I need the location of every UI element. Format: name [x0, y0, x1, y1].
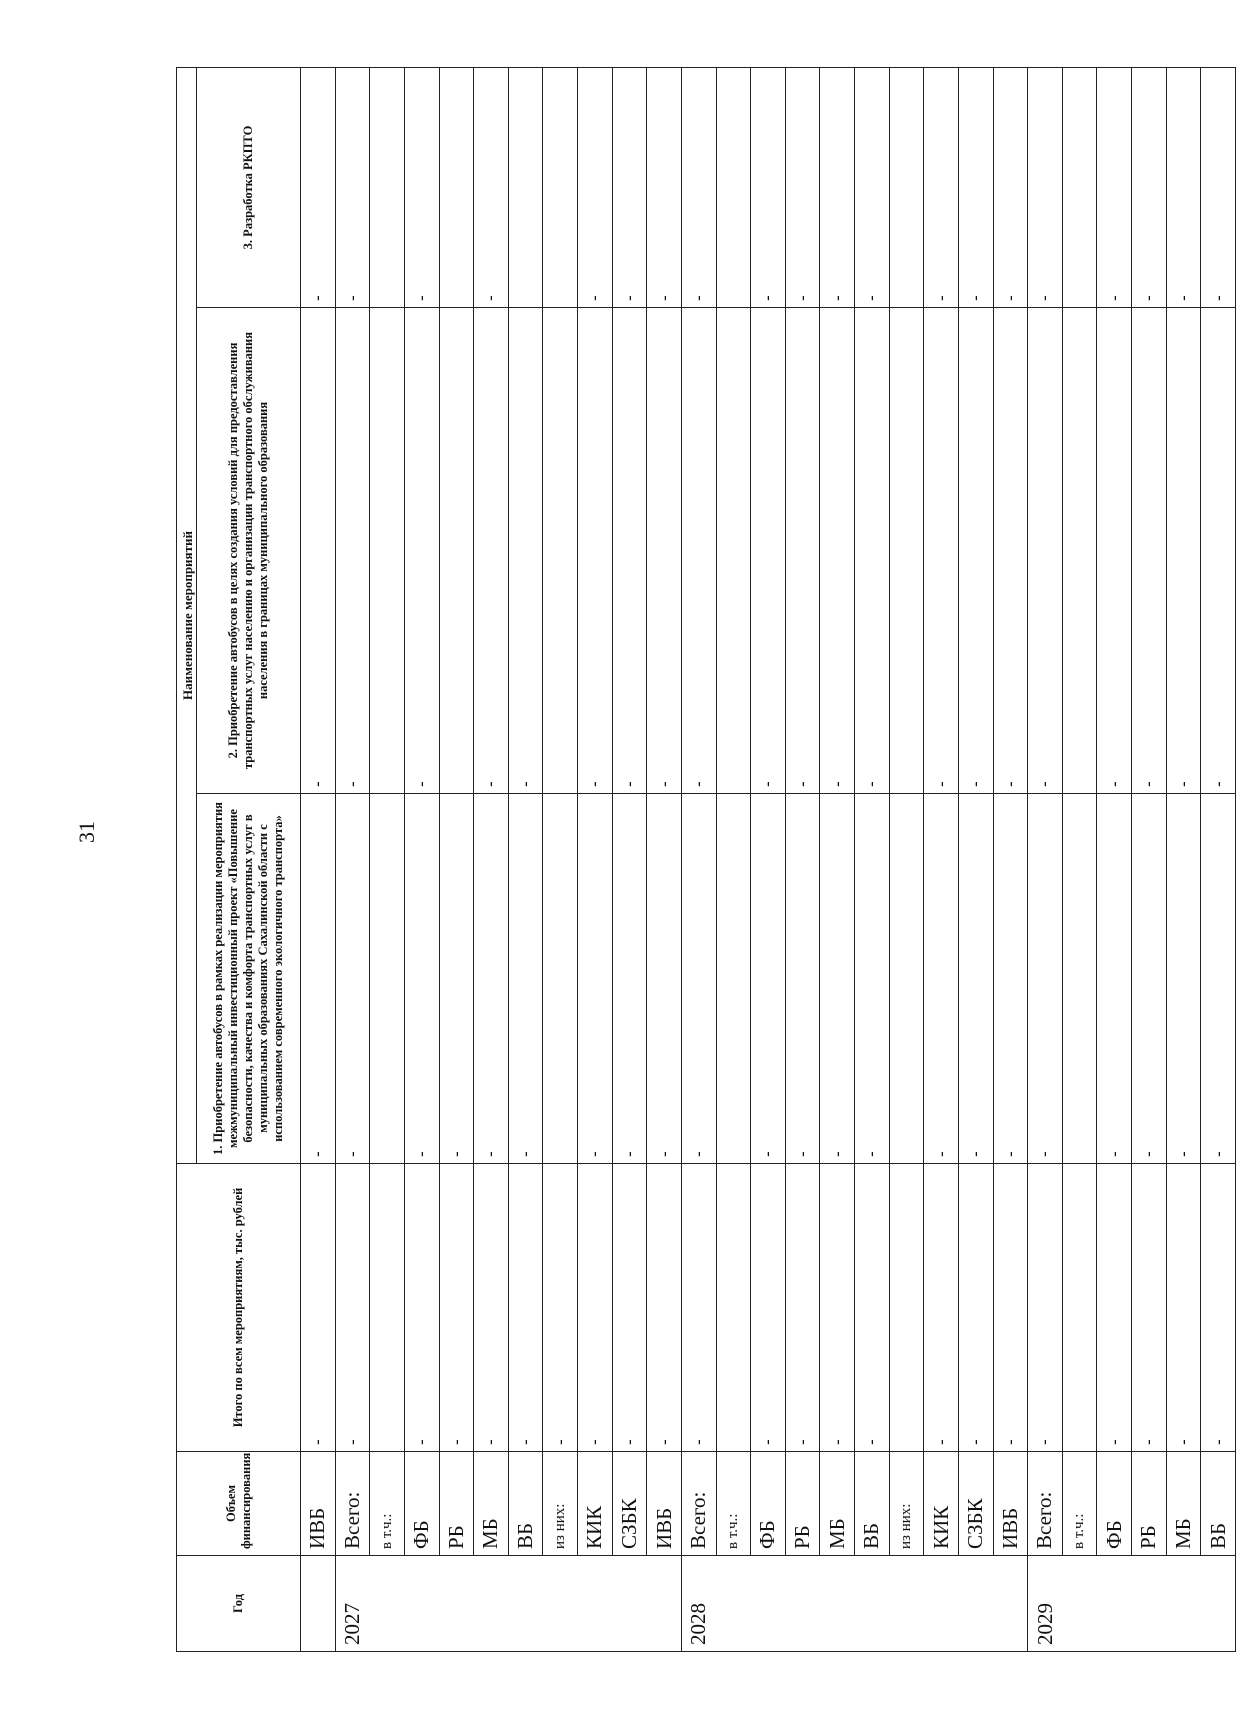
- header-event-1: 1. Приобретение автобусов в рамках реализации мероприятия межмуниципальный инвестиционный проект «Повышение безопасности, качества и комфорта транспортных услуг в муниципальных образованиях Сахалинской области с использованием современного экологичного транспорта»: [197, 794, 301, 1164]
- event-2-value-cell: -: [681, 308, 716, 794]
- event-1-value-cell: [543, 794, 578, 1164]
- funding-source-cell: РБ: [785, 1452, 820, 1556]
- event-2-value-cell: -: [1028, 308, 1063, 794]
- total-value-cell: [1062, 1164, 1097, 1452]
- total-value-cell: -: [785, 1164, 820, 1452]
- funding-source-cell: ВБ: [508, 1452, 543, 1556]
- table-row: [785, 67, 820, 1651]
- funding-source-cell: из них:: [889, 1452, 924, 1556]
- total-value-cell: -: [1028, 1164, 1063, 1452]
- funding-source-cell: ФБ: [404, 1452, 439, 1556]
- event-2-value-cell: -: [751, 308, 786, 794]
- funding-source-cell: КИК: [578, 1452, 613, 1556]
- funding-source-cell: Всего:: [1028, 1452, 1063, 1556]
- event-3-value-cell: -: [1097, 67, 1132, 307]
- funding-source-cell: ФБ: [751, 1452, 786, 1556]
- table-row: [301, 67, 336, 1651]
- event-3-value-cell: -: [751, 67, 786, 307]
- year-cell: [993, 1556, 1028, 1652]
- event-1-value-cell: [370, 794, 405, 1164]
- event-1-value-cell: -: [439, 794, 474, 1164]
- table-row: [820, 67, 855, 1651]
- header-event-3: 3. Разработка РКПТО: [197, 67, 301, 307]
- total-value-cell: -: [1097, 1164, 1132, 1452]
- table-row: [1028, 67, 1063, 1651]
- table-row: [370, 67, 405, 1651]
- header-event-2: 2. Приобретение автобусов в целях создания условий для предоставления транспортных услуг населению и организации транспортного обслуживания населения в границах муниципального образования: [197, 308, 301, 794]
- funding-source-cell: в т.ч.:: [716, 1452, 751, 1556]
- event-1-value-cell: -: [647, 794, 682, 1164]
- year-cell: [889, 1556, 924, 1652]
- table-row: [647, 67, 682, 1651]
- table-row: [474, 67, 509, 1651]
- event-3-value-cell: [716, 67, 751, 307]
- year-cell: [1097, 1556, 1132, 1652]
- total-value-cell: -: [924, 1164, 959, 1452]
- event-1-value-cell: -: [578, 794, 613, 1164]
- event-3-value-cell: [508, 67, 543, 307]
- funding-source-cell: ФБ: [1097, 1452, 1132, 1556]
- event-3-value-cell: -: [474, 67, 509, 307]
- year-cell: [855, 1556, 890, 1652]
- total-value-cell: -: [301, 1164, 336, 1452]
- funding-source-cell: Всего:: [335, 1452, 370, 1556]
- funding-source-cell: РБ: [1132, 1452, 1167, 1556]
- funding-source-cell: ИВБ: [647, 1452, 682, 1556]
- event-1-value-cell: -: [474, 794, 509, 1164]
- event-1-value-cell: -: [335, 794, 370, 1164]
- event-3-value-cell: -: [578, 67, 613, 307]
- table-row: [993, 67, 1028, 1651]
- year-cell: [1166, 1556, 1201, 1652]
- year-cell: [958, 1556, 993, 1652]
- event-3-value-cell: -: [993, 67, 1028, 307]
- funding-source-cell: РБ: [439, 1452, 474, 1556]
- event-3-value-cell: -: [647, 67, 682, 307]
- event-3-value-cell: -: [1166, 67, 1201, 307]
- funding-source-cell: ИВБ: [301, 1452, 336, 1556]
- event-2-value-cell: [1062, 308, 1097, 794]
- event-1-value-cell: -: [924, 794, 959, 1164]
- table-row: [543, 67, 578, 1651]
- year-cell: [404, 1556, 439, 1652]
- year-cell: [370, 1556, 405, 1652]
- event-2-value-cell: -: [335, 308, 370, 794]
- year-cell: [301, 1556, 336, 1652]
- funding-source-cell: в т.ч.:: [1062, 1452, 1097, 1556]
- year-cell: 2027: [335, 1556, 370, 1652]
- event-1-value-cell: -: [751, 794, 786, 1164]
- table-row: [508, 67, 543, 1651]
- event-1-value-cell: -: [612, 794, 647, 1164]
- event-3-value-cell: -: [404, 67, 439, 307]
- event-2-value-cell: -: [301, 308, 336, 794]
- year-cell: [924, 1556, 959, 1652]
- event-2-value-cell: -: [1097, 308, 1132, 794]
- event-2-value-cell: -: [508, 308, 543, 794]
- header-events-group: Наименование мероприятий: [177, 67, 197, 1163]
- funding-source-cell: из них:: [543, 1452, 578, 1556]
- event-2-value-cell: -: [1201, 308, 1236, 794]
- event-1-value-cell: [889, 794, 924, 1164]
- event-2-value-cell: [543, 308, 578, 794]
- funding-source-cell: в т.ч.:: [370, 1452, 405, 1556]
- header-year: Год: [177, 1556, 301, 1652]
- event-2-value-cell: -: [612, 308, 647, 794]
- year-cell: [578, 1556, 613, 1652]
- funding-source-cell: КИК: [924, 1452, 959, 1556]
- event-1-value-cell: -: [820, 794, 855, 1164]
- funding-source-cell: СЗБК: [958, 1452, 993, 1556]
- total-value-cell: -: [820, 1164, 855, 1452]
- event-2-value-cell: -: [1132, 308, 1167, 794]
- event-1-value-cell: -: [508, 794, 543, 1164]
- event-1-value-cell: -: [1166, 794, 1201, 1164]
- event-1-value-cell: -: [855, 794, 890, 1164]
- year-cell: [1201, 1556, 1236, 1652]
- funding-source-cell: ВБ: [855, 1452, 890, 1556]
- event-1-value-cell: -: [993, 794, 1028, 1164]
- event-3-value-cell: -: [785, 67, 820, 307]
- event-2-value-cell: -: [924, 308, 959, 794]
- total-value-cell: -: [404, 1164, 439, 1452]
- event-2-value-cell: -: [993, 308, 1028, 794]
- event-3-value-cell: [889, 67, 924, 307]
- event-2-value-cell: -: [855, 308, 890, 794]
- event-3-value-cell: [543, 67, 578, 307]
- funding-source-cell: ВБ: [1201, 1452, 1236, 1556]
- year-cell: [647, 1556, 682, 1652]
- event-2-value-cell: -: [785, 308, 820, 794]
- event-3-value-cell: -: [612, 67, 647, 307]
- total-value-cell: -: [958, 1164, 993, 1452]
- total-value-cell: -: [993, 1164, 1028, 1452]
- table-row: [855, 67, 890, 1651]
- event-3-value-cell: -: [301, 67, 336, 307]
- table-row: [1132, 67, 1167, 1651]
- year-cell: 2029: [1028, 1556, 1063, 1652]
- year-cell: [1062, 1556, 1097, 1652]
- event-1-value-cell: -: [681, 794, 716, 1164]
- total-value-cell: -: [578, 1164, 613, 1452]
- table-row: [681, 67, 716, 1651]
- event-3-value-cell: -: [1132, 67, 1167, 307]
- funding-source-cell: МБ: [474, 1452, 509, 1556]
- event-2-value-cell: -: [474, 308, 509, 794]
- total-value-cell: -: [335, 1164, 370, 1452]
- year-cell: 2028: [681, 1556, 716, 1652]
- event-1-value-cell: -: [1132, 794, 1167, 1164]
- year-cell: [508, 1556, 543, 1652]
- event-2-value-cell: -: [647, 308, 682, 794]
- year-cell: [474, 1556, 509, 1652]
- event-2-value-cell: -: [578, 308, 613, 794]
- event-3-value-cell: -: [958, 67, 993, 307]
- year-cell: [1132, 1556, 1167, 1652]
- total-value-cell: -: [439, 1164, 474, 1452]
- event-1-value-cell: [716, 794, 751, 1164]
- table-row: [1097, 67, 1132, 1651]
- page-number: 31: [74, 821, 99, 843]
- total-value-cell: -: [751, 1164, 786, 1452]
- funding-source-cell: СЗБК: [612, 1452, 647, 1556]
- event-2-value-cell: [716, 308, 751, 794]
- year-cell: [785, 1556, 820, 1652]
- funding-table-rotated: [176, 68, 1236, 1652]
- table-row: [404, 67, 439, 1651]
- event-3-value-cell: -: [335, 67, 370, 307]
- year-cell: [751, 1556, 786, 1652]
- total-value-cell: -: [855, 1164, 890, 1452]
- table-row: [578, 67, 613, 1651]
- event-3-value-cell: -: [855, 67, 890, 307]
- total-value-cell: [889, 1164, 924, 1452]
- event-3-value-cell: -: [820, 67, 855, 307]
- funding-source-cell: МБ: [1166, 1452, 1201, 1556]
- header-total: Итого по всем мероприятиям, тыс. рублей: [177, 1164, 301, 1452]
- total-value-cell: [716, 1164, 751, 1452]
- event-3-value-cell: -: [924, 67, 959, 307]
- event-3-value-cell: -: [681, 67, 716, 307]
- year-cell: [612, 1556, 647, 1652]
- table-row: [924, 67, 959, 1651]
- funding-source-cell: ИВБ: [993, 1452, 1028, 1556]
- table-row: [1062, 67, 1097, 1651]
- event-1-value-cell: -: [785, 794, 820, 1164]
- event-1-value-cell: -: [301, 794, 336, 1164]
- total-value-cell: -: [1201, 1164, 1236, 1452]
- total-value-cell: -: [681, 1164, 716, 1452]
- event-2-value-cell: [439, 308, 474, 794]
- total-value-cell: -: [543, 1164, 578, 1452]
- event-1-value-cell: [1062, 794, 1097, 1164]
- table-row: [889, 67, 924, 1651]
- event-1-value-cell: -: [1028, 794, 1063, 1164]
- funding-table: [176, 67, 1236, 1652]
- table-row: [1166, 67, 1201, 1651]
- funding-source-cell: Всего:: [681, 1452, 716, 1556]
- table-row: [439, 67, 474, 1651]
- event-2-value-cell: -: [820, 308, 855, 794]
- event-1-value-cell: -: [1097, 794, 1132, 1164]
- event-3-value-cell: [439, 67, 474, 307]
- table-row: [1201, 67, 1236, 1651]
- table-row: [958, 67, 993, 1651]
- total-value-cell: -: [1132, 1164, 1167, 1452]
- event-2-value-cell: -: [958, 308, 993, 794]
- year-cell: [820, 1556, 855, 1652]
- year-cell: [543, 1556, 578, 1652]
- event-1-value-cell: -: [958, 794, 993, 1164]
- table-row: [335, 67, 370, 1651]
- event-3-value-cell: -: [1201, 67, 1236, 307]
- event-2-value-cell: -: [404, 308, 439, 794]
- total-value-cell: -: [612, 1164, 647, 1452]
- total-value-cell: -: [508, 1164, 543, 1452]
- total-value-cell: -: [647, 1164, 682, 1452]
- total-value-cell: [370, 1164, 405, 1452]
- header-funding-volume: Объем финансирования: [177, 1452, 301, 1556]
- year-cell: [439, 1556, 474, 1652]
- total-value-cell: -: [474, 1164, 509, 1452]
- funding-table-body: [301, 67, 1236, 1651]
- total-value-cell: -: [1166, 1164, 1201, 1452]
- event-2-value-cell: [889, 308, 924, 794]
- event-3-value-cell: [1062, 67, 1097, 307]
- table-row: [716, 67, 751, 1651]
- year-cell: [716, 1556, 751, 1652]
- table-row: [751, 67, 786, 1651]
- table-row: [612, 67, 647, 1651]
- event-2-value-cell: [370, 308, 405, 794]
- funding-source-cell: МБ: [820, 1452, 855, 1556]
- event-2-value-cell: -: [1166, 308, 1201, 794]
- event-3-value-cell: -: [1028, 67, 1063, 307]
- event-3-value-cell: [370, 67, 405, 307]
- event-1-value-cell: -: [1201, 794, 1236, 1164]
- event-1-value-cell: -: [404, 794, 439, 1164]
